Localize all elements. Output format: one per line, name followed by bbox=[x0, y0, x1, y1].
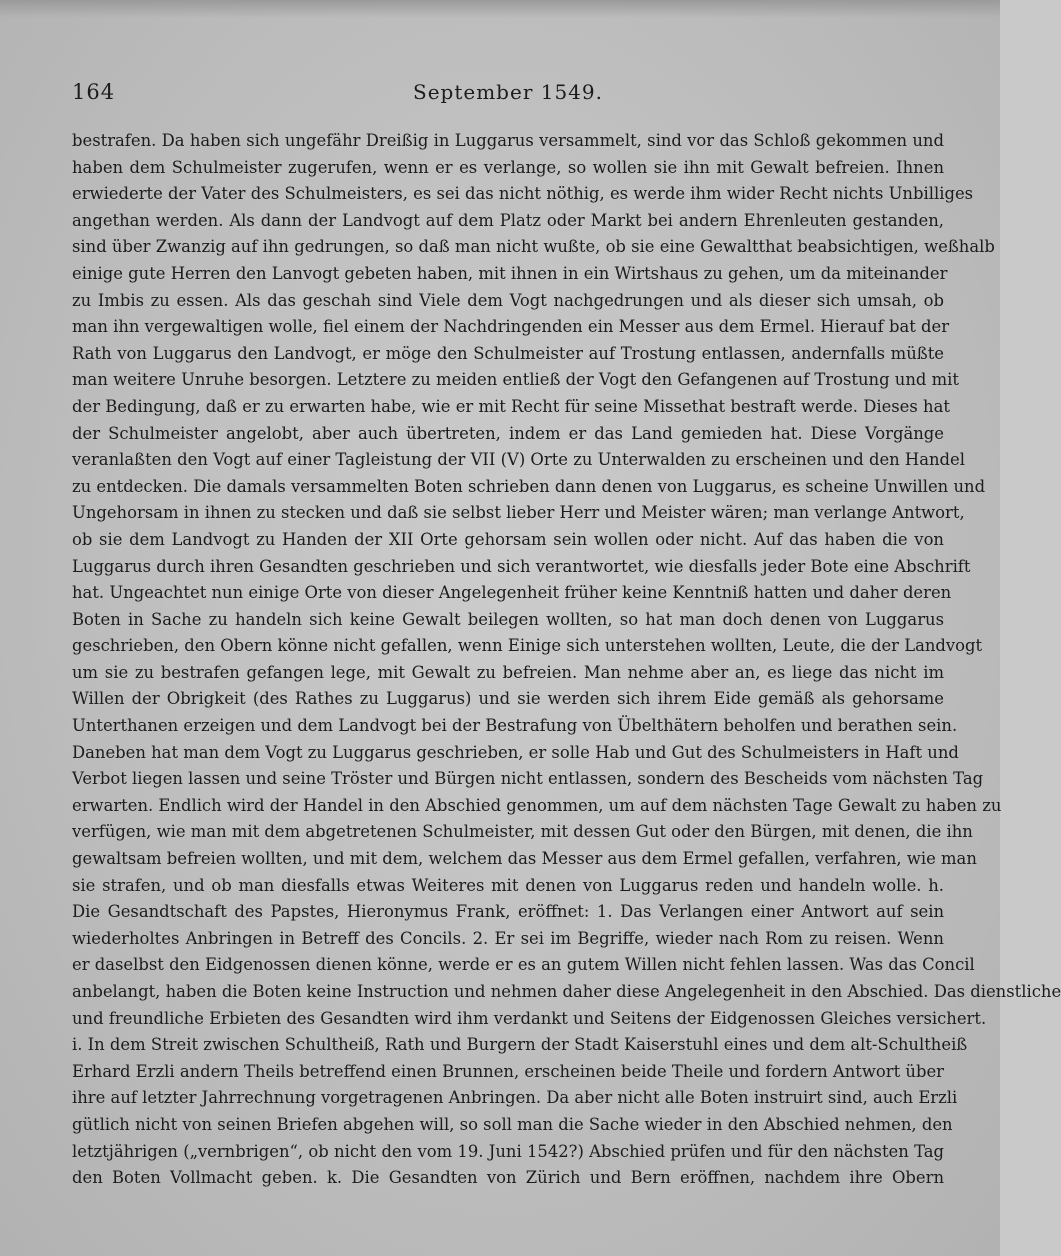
text-line: er daselbst den Eidgenossen dienen könne, werde er es an gutem Willen nicht fehlen lassen. Was das Concil bbox=[72, 955, 975, 975]
text-line: geschrieben, den Obern könne nicht gefallen, wenn Einige sich unterstehen wollten, Leute, die der Landvogt bbox=[72, 636, 983, 656]
text-line: veranlaßten den Vogt auf einer Tagleistung der VII (V) Orte zu Unterwalden zu erscheinen und den Handel bbox=[72, 450, 965, 470]
text-line: Willen der Obrigkeit (des Rathes zu Luggarus) und sie werden sich ihrem Eide gemäß als gehorsame bbox=[72, 689, 944, 709]
text-line: der Bedingung, daß er zu erwarten habe, wie er mit Recht für seine Missethat bestraft werde. Dieses hat bbox=[72, 396, 950, 416]
text-line: wiederholtes Anbringen in Betreff des Concils. 2. Er sei im Begriffe, wieder nach Rom zu reisen. Wenn bbox=[72, 928, 944, 948]
text-line: erwiederte der Vater des Schulmeisters, es sei das nicht nöthig, es werde ihm wider Recht nichts Unbilliges bbox=[72, 184, 974, 204]
text-line: Die Gesandtschaft des Papstes, Hieronymus Frank, eröffnet: 1. Das Verlangen einer Antwort auf sein bbox=[72, 902, 944, 922]
text-line: verfügen, wie man mit dem abgetretenen Schulmeister, mit dessen Gut oder den Bürgen, mit denen, die ihn bbox=[72, 822, 973, 842]
text-line: gütlich nicht von seinen Briefen abgehen will, so soll man die Sache wieder in den Abschied nehmen, den bbox=[72, 1114, 953, 1134]
text-line: Erhard Erzli andern Theils betreffend einen Brunnen, erscheinen beide Theile und fordern Antwort über bbox=[72, 1061, 944, 1081]
text-line: um sie zu bestrafen gefangen lege, mit Gewalt zu befreien. Man nehme aber an, es liege das nicht im bbox=[72, 662, 944, 682]
text-line: Verbot liegen lassen und seine Tröster und Bürgen nicht entlassen, sondern des Bescheids vom nächsten Tag bbox=[72, 769, 984, 789]
text-line: Boten in Sache zu handeln sich keine Gewalt beilegen wollten, so hat man doch denen von Luggarus bbox=[72, 609, 944, 629]
text-line: der Schulmeister angelobt, aber auch übertreten, indem er das Land gemieden hat. Diese Vorgänge bbox=[72, 423, 944, 443]
text-line: Ungehorsam in ihnen zu stecken und daß sie selbst lieber Herr und Meister wären; man verlange Antwort, bbox=[72, 503, 965, 523]
text-line: Daneben hat man dem Vogt zu Luggarus geschrieben, er solle Hab und Gut des Schulmeisters in Haft und bbox=[72, 742, 959, 762]
text-line: man ihn vergewaltigen wolle, fiel einem der Nachdringenden ein Messer aus dem Ermel. Hierauf bat der bbox=[72, 317, 950, 337]
text-line: Unterthanen erzeigen und dem Landvogt bei der Bestrafung von Übelthätern beholfen und berathen sein. bbox=[72, 716, 958, 736]
text-line: den Boten Vollmacht geben. k. Die Gesandten von Zürich und Bern eröffnen, nachdem ihre Obern bbox=[72, 1168, 944, 1188]
running-title: September 1549. bbox=[413, 80, 603, 104]
text-line: sind über Zwanzig auf ihn gedrungen, so daß man nicht wußte, ob sie eine Gewaltthat beabsichtigen, weßhalb bbox=[72, 237, 995, 257]
text-line: ihre auf letzter Jahrrechnung vorgetragenen Anbringen. Da aber nicht alle Boten instruirt sind, auch Erzli bbox=[72, 1088, 958, 1108]
text-line: einige gute Herren den Lanvogt gebeten haben, mit ihnen in ein Wirtshaus zu gehen, um da miteinander bbox=[72, 263, 948, 283]
text-line: Luggarus durch ihren Gesandten geschrieben und sich verantwortet, wie diesfalls jeder Bote eine Abschrift bbox=[72, 556, 971, 576]
text-line: und freundliche Erbieten des Gesandten wird ihm verdankt und Seitens der Eidgenossen Gleiches versichert. bbox=[72, 1008, 987, 1028]
text-line: ob sie dem Landvogt zu Handen der XII Orte gehorsam sein wollen oder nicht. Auf das haben die von bbox=[72, 529, 944, 549]
text-line: zu Imbis zu essen. Als das geschah sind Viele dem Vogt nachgedrungen und als dieser sich umsah, ob bbox=[72, 290, 944, 310]
text-line: letztjährigen („vernbrigen“, ob nicht den vom 19. Juni 1542?) Abschied prüfen und für den nächsten Tag bbox=[72, 1141, 944, 1161]
text-line: hat. Ungeachtet nun einige Orte von dieser Angelegenheit früher keine Kenntniß hatten und daher deren bbox=[72, 583, 952, 603]
text-line: erwarten. Endlich wird der Handel in den Abschied genommen, um auf dem nächsten Tage Gewalt zu haben zu bbox=[72, 795, 1002, 815]
text-line: Rath von Luggarus den Landvogt, er möge den Schulmeister auf Trostung entlassen, andernfalls müßte bbox=[72, 343, 944, 363]
text-line: i. In dem Streit zwischen Schultheiß, Rath und Burgern der Stadt Kaiserstuhl eines und dem alt-Schultheiß bbox=[72, 1035, 968, 1055]
page-number: 164 bbox=[72, 80, 116, 104]
text-line: man weitere Unruhe besorgen. Letztere zu meiden entließ der Vogt den Gefangenen auf Trostung und mit bbox=[72, 370, 959, 390]
text-line: haben dem Schulmeister zugerufen, wenn er es verlange, so wollen sie ihn mit Gewalt befreien. Ihnen bbox=[72, 157, 944, 177]
page-header bbox=[72, 80, 944, 110]
text-line: angethan werden. Als dann der Landvogt auf dem Platz oder Markt bei andern Ehrenleuten gestanden, bbox=[72, 210, 944, 230]
text-line: sie strafen, und ob man diesfalls etwas Weiteres mit denen von Luggarus reden und handeln wolle. h. bbox=[72, 875, 944, 895]
text-line: zu entdecken. Die damals versammelten Boten schrieben dann denen von Luggarus, es scheine Unwillen und bbox=[72, 476, 986, 496]
text-line: anbelangt, haben die Boten keine Instruction und nehmen daher diese Angelegenheit in den Abschied. Das dienstliche bbox=[72, 982, 1061, 1001]
text-line: bestrafen. Da haben sich ungefähr Dreißig in Luggarus versammelt, sind vor das Schloß gekommen und bbox=[72, 131, 944, 150]
body-text bbox=[72, 128, 1061, 1192]
text-line: gewaltsam befreien wollten, und mit dem, welchem das Messer aus dem Ermel gefallen, verfahren, wie man bbox=[72, 849, 977, 869]
